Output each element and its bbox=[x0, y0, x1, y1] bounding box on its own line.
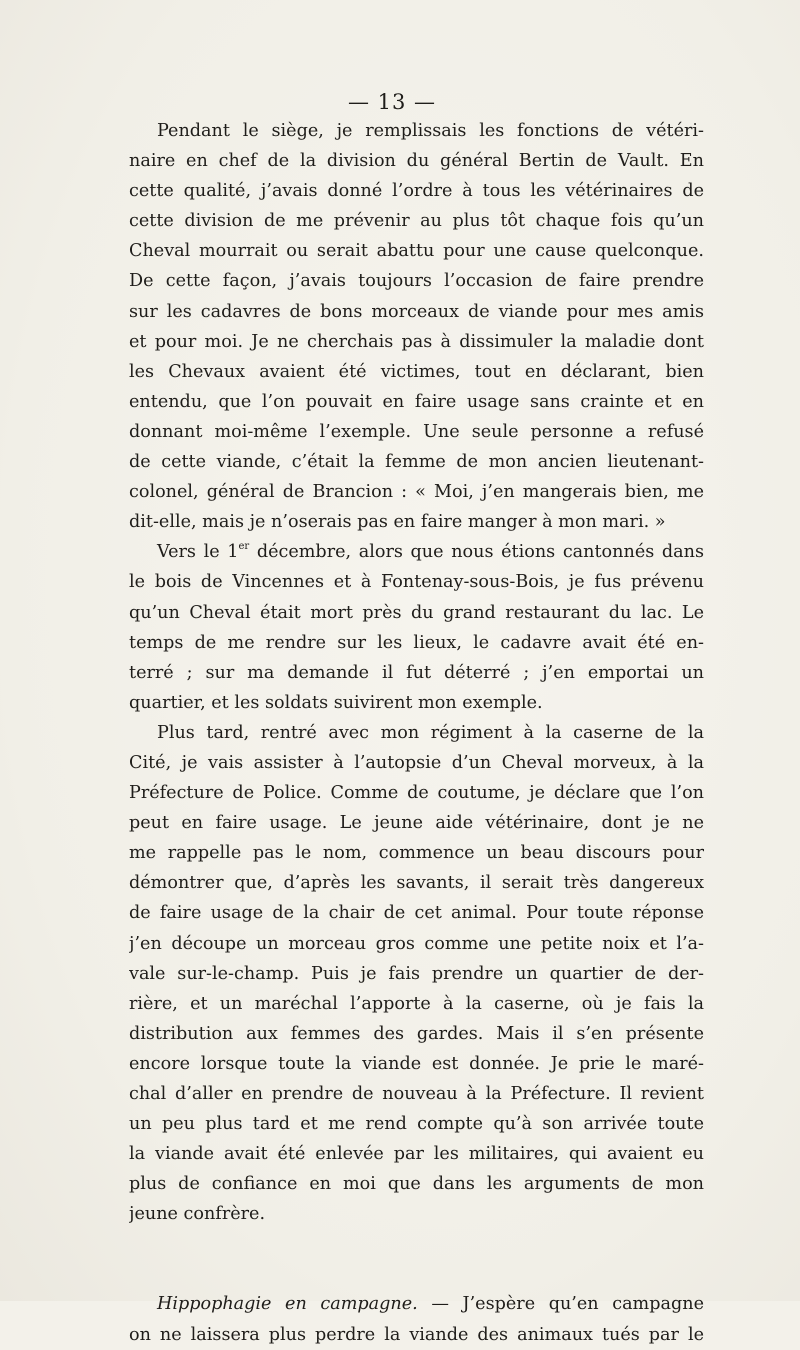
text-line: temps de me rendre sur les lieux, le cadavre avait été en- bbox=[129, 632, 704, 653]
section-heading: Hippophagie en campagne. bbox=[157, 1294, 418, 1315]
text-line: Pendant le siège, je remplissais les fonctions de vétéri- bbox=[157, 121, 704, 141]
text-line: et pour moi. Je ne cherchais pas à dissimuler la maladie dont bbox=[129, 331, 704, 352]
page-number: — 13 — bbox=[347, 90, 437, 114]
text-line: de faire usage de la chair de cet animal. Pour toute réponse bbox=[129, 903, 704, 924]
text-line: quartier, et les soldats suivirent mon exemple. bbox=[129, 692, 543, 713]
text-line: colonel, général de Brancion : « Moi, j’en mangerais bien, me bbox=[129, 482, 704, 503]
text-line: De cette façon, j’avais toujours l’occasion de faire prendre bbox=[129, 271, 704, 292]
text-line: la viande avait été enlevée par les militaires, qui avaient eu bbox=[129, 1144, 704, 1165]
text-line: on ne laissera plus perdre la viande des animaux tués par le bbox=[129, 1324, 704, 1345]
text-line: j’en découpe un morceau gros comme une petite noix et l’a- bbox=[129, 933, 704, 954]
paragraph-siege bbox=[129, 116, 704, 537]
text-fragment: Vers le 1 bbox=[157, 542, 239, 563]
text-line: Cité, je vais assister à l’autopsie d’un Cheval morveux, à la bbox=[129, 752, 704, 773]
text-line: Plus tard, rentré avec mon régiment à la caserne de la bbox=[157, 722, 704, 743]
text-line: donnant moi-même l’exemple. Une seule personne a refusé bbox=[129, 421, 704, 442]
text-line: peut en faire usage. Le jeune aide vétérinaire, dont je ne bbox=[129, 813, 704, 834]
text-line: me rappelle pas le nom, commence un beau discours pour bbox=[129, 843, 704, 864]
paragraph-vincennes bbox=[129, 537, 704, 718]
text-line: les Chevaux avaient été victimes, tout en déclarant, bien bbox=[129, 361, 704, 382]
text-line: démontrer que, d’après les savants, il serait très dangereux bbox=[129, 873, 704, 894]
text-line: entendu, que l’on pouvait en faire usage sans crainte et en bbox=[129, 391, 704, 412]
text-line: Préfecture de Police. Comme de coutume, je déclare que l’on bbox=[129, 783, 704, 804]
text-line: le bois de Vincennes et à Fontenay-sous-Bois, je fus prévenu bbox=[129, 572, 704, 593]
text-line: cette division de me prévenir au plus tôt chaque fois qu’un bbox=[129, 211, 704, 232]
text-line: chal d’aller en prendre de nouveau à la Préfecture. Il revient bbox=[129, 1084, 704, 1104]
text-line: sur les cadavres de bons morceaux de viande pour mes amis bbox=[129, 301, 704, 322]
text-line: jeune confrère. bbox=[129, 1204, 266, 1225]
text-line: plus de confiance en moi que dans les arguments de mon bbox=[129, 1174, 704, 1195]
paragraph-gap bbox=[129, 1229, 704, 1289]
text-line: naire en chef de la division du général Bertin de Vault. En bbox=[129, 151, 704, 172]
text-fragment: décembre, alors que nous étions cantonnés dans bbox=[249, 542, 704, 563]
text-line: Cheval mourrait ou serait abattu pour une cause quelconque. bbox=[129, 241, 704, 262]
text-line: un peu plus tard et me rend compte qu’à son arrivée toute bbox=[129, 1114, 704, 1135]
text-fragment: — J’espère qu’en campagne bbox=[417, 1294, 704, 1315]
text-line bbox=[129, 1289, 704, 1319]
text-line bbox=[129, 537, 704, 567]
paragraph-hippophagie bbox=[129, 1289, 704, 1349]
text-line: de cette viande, c’était la femme de mon ancien lieutenant- bbox=[129, 452, 704, 473]
text-line: rière, et un maréchal l’apporte à la caserne, où je fais la bbox=[129, 993, 704, 1014]
paragraph-prefecture bbox=[129, 718, 704, 1230]
ordinal-superscript: er bbox=[238, 541, 250, 553]
text-line: cette qualité, j’avais donné l’ordre à tous les vétérinaires de bbox=[129, 181, 704, 202]
text-line: distribution aux femmes des gardes. Mais il s’en présente bbox=[129, 1023, 704, 1044]
text-line: terré ; sur ma demande il fut déterré ; j’en emportai un bbox=[129, 662, 704, 683]
text-line: vale sur-le-champ. Puis je fais prendre un quartier de der- bbox=[129, 963, 704, 984]
text-line: encore lorsque toute la viande est donnée. Je prie le maré- bbox=[129, 1053, 704, 1074]
text-line: dit-elle, mais je n’oserais pas en faire manger à mon mari. » bbox=[129, 512, 666, 533]
text-body bbox=[129, 116, 704, 1350]
text-line: qu’un Cheval était mort près du grand restaurant du lac. Le bbox=[129, 602, 704, 623]
